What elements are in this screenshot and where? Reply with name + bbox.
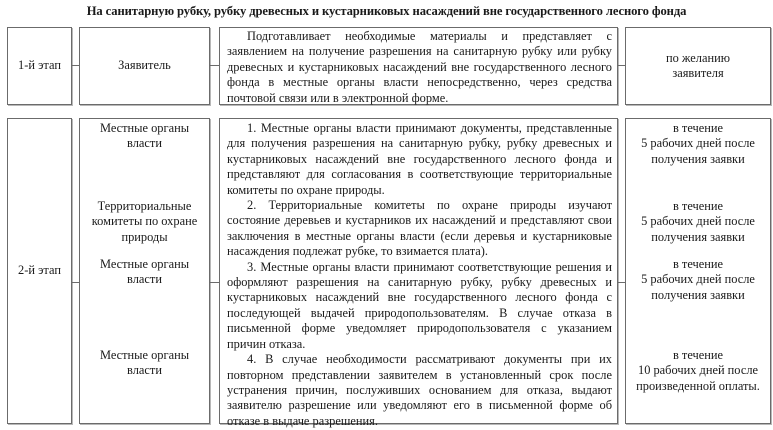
connector-line [72, 282, 79, 283]
step-3-term-line-1: в течение [672, 257, 724, 271]
step-4-action-text: 4. В случае необходимости рассматривают документы при их повторном представлении заявителем в установленный срок после устранения причин, послуживших основанием для отказа, выдают заявителю разрешение или уведомляют его в письменной форме об отказе в выдаче разрешения. [227, 352, 612, 428]
stage-1-action-box [219, 27, 618, 105]
diagram-title: На санитарную рубку, рубку древесных и кустарниковых насаждений вне государственного лесного фонда [86, 4, 687, 18]
connector-line [210, 65, 219, 66]
step-3-actor-line-2: власти [127, 272, 162, 287]
step-4-term-line-1: в течение [672, 348, 724, 362]
stage-1-actor-box [79, 27, 210, 105]
step-3-action-text: 3. Местные органы власти принимают соответствующие решения и оформляют разрешения на санитарную рубку, рубку древесных и кустарниковых насаждений вне государственного лесного фонда с последующей выдачей природопользователям. В случае отказа в письменной форме уведомляет природопользователя с указанием причин отказа. [227, 259, 612, 351]
step-2-term-line-3: получения заявки [651, 229, 745, 244]
step-2-actor [80, 199, 209, 245]
step-2-actor-line-1: Территориальные [97, 199, 192, 213]
step-2-action-text: 2. Территориальные комитеты по охране природы изучают состояние деревьев и кустарников их насаждений и представляют свои заключения в местные органы власти (если деревья и кустарниковые насаждения подлежат рубке, то взимается плата). [227, 198, 612, 259]
stage-1-term-box [625, 27, 771, 105]
step-1-term-line-3: получения заявки [651, 151, 745, 166]
step-3-actor-line-1: Местные органы [99, 257, 190, 271]
step-1-term [626, 121, 770, 167]
step-1-term-line-2: 5 рабочих дней после [641, 136, 755, 151]
stage-1-term-line-2: заявителя [672, 66, 724, 80]
stage-1-actor: Заявитель [118, 58, 171, 73]
step-4-actor-line-1: Местные органы [99, 348, 190, 362]
stage-2-terms-box [625, 118, 771, 424]
stage-2-actors-box [79, 118, 210, 424]
step-2-actor-line-3: природы [121, 229, 168, 244]
stage-1-action-text: Подготавливает необходимые материалы и представляет с заявлением на получение разрешения на санитарную рубку или рубку древесных и кустарниковых насаждений вне государственного лесного фонда в местные органы власти непосредственно, через средства почтовой связи или в электронной форме. [227, 29, 612, 105]
step-4-term-line-3: произведенной оплаты. [636, 378, 760, 393]
step-1-actor-line-2: власти [127, 136, 162, 151]
connector-line [618, 65, 625, 66]
step-3-actor [80, 257, 209, 288]
connector-line [210, 282, 219, 283]
stage-2-actions-box [219, 118, 618, 428]
stage-2-label: 2-й этап [18, 263, 61, 278]
stage-1-label: 1-й этап [18, 58, 61, 73]
stage-1-term-line-1: по желанию [665, 50, 731, 65]
step-1-action-text: 1. Местные органы власти принимают документы, представленные для получения разрешения на санитарную рубку, рубку древесных и кустарниковых насаждений вне государственного лесного фонда и представляют для согласования в соответствующие территориальные комитеты по охране природы. [227, 121, 612, 197]
step-2-term [626, 199, 770, 245]
step-2-actor-line-2: комитеты по охране [91, 214, 198, 229]
step-2-term-line-1: в течение [672, 199, 724, 213]
step-4-term-line-2: 10 рабочих дней после [638, 363, 758, 378]
step-1-actor [80, 121, 209, 152]
step-3-term-line-3: получения заявки [651, 287, 745, 302]
step-3-term [626, 257, 770, 303]
step-1-term-line-1: в течение [672, 121, 724, 135]
stage-2-label-box [7, 118, 72, 424]
step-2-term-line-2: 5 рабочих дней после [641, 214, 755, 229]
step-4-actor-line-2: власти [127, 363, 162, 378]
step-4-actor [80, 348, 209, 379]
step-3-term-line-2: 5 рабочих дней после [641, 272, 755, 287]
stage-1-label-box [7, 27, 72, 105]
step-1-actor-line-1: Местные органы [99, 121, 190, 135]
connector-line [72, 65, 79, 66]
step-4-term [626, 348, 770, 394]
connector-line [618, 282, 625, 283]
